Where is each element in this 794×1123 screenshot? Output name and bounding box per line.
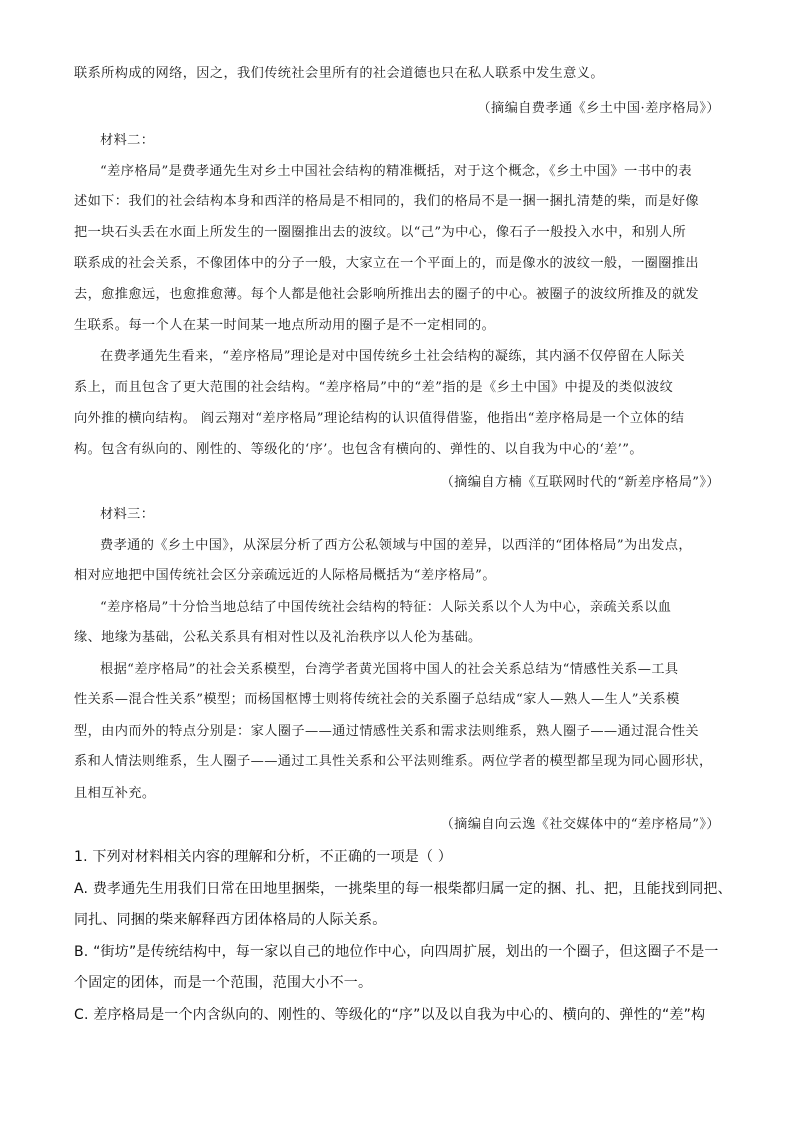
option-b-line: 个固定的团体，而是一个范围，范围大小不一。 [74, 975, 373, 991]
passage-line: 联系成的社会关系，不像团体中的分子一般，大家立在一个平面上的，而是像水的波纹一般，一圈圈推出 [74, 256, 700, 271]
passage-line: 联系所构成的网络，因之，我们传统社会里所有的社会道德也只在私人联系中发生意义。 [74, 66, 604, 81]
passage-line: 系上，而且包含了更大范围的社会结构。“差序格局”中的“差”指的是《乡土中国》中提及的类似波纹 [74, 380, 674, 395]
passage-line: 构。包含有纵向的、刚性的、等级化的‘序’。也包含有横向的、弹性的、以自我为中心的‘差’”。 [74, 442, 644, 457]
passage-line: 根据“差序格局”的社会关系模型，台湾学者黄光国将中国人的社会关系总结为“情感性关系—工具 [100, 662, 679, 677]
option-b-line: B. “街坊”是传统结构中，每一家以自己的地位作中心，向四周扩展，划出的一个圈子，但这圈子不是一 [74, 944, 719, 960]
question-stem: 1. 下列对材料相关内容的理解和分析，不正确的一项是（ ） [74, 849, 453, 865]
passage-line: 费孝通的《乡土中国》，从深层分析了西方公私领域与中国的差异，以西洋的“团体格局”为出发点， [100, 538, 692, 553]
option-a-line: 同扎、同捆的柴来解释西方团体格局的人际关系。 [74, 912, 387, 928]
passage-line: “差序格局”是费孝通先生对乡土中国社会结构的精准概括，对于这个概念，《乡土中国》一书中的表 [100, 164, 692, 179]
section-heading: 材料三： [100, 507, 155, 522]
passage-line: 向外推的横向结构。 阎云翔对“差序格局”理论结构的认识值得借鉴，他指出“差序格局是一个立体的结 [74, 411, 685, 426]
passage-line: 相对应地把中国传统社会区分亲疏远近的人际格局概括为“差序格局”。 [74, 568, 496, 583]
passage-line: 性关系—混合性关系”模型；而杨国枢博士则将传统社会的关系圈子总结成“家人—熟人—生人”关系模 [74, 692, 680, 707]
passage-line: “差序格局”十分恰当地总结了中国传统社会结构的特征：人际关系以个人为中心，亲疏关系以血 [100, 600, 672, 615]
option-c-line: C. 差序格局是一个内含纵向的、刚性的、等级化的“序”以及以自我为中心的、横向的、弹性的“差”构 [74, 1007, 706, 1023]
passage-line: 缘、地缘为基础，公私关系具有相对性以及礼治秩序以人伦为基础。 [74, 630, 482, 645]
source-citation: （摘编自费孝通《乡土中国·差序格局》） [477, 101, 720, 116]
section-heading: 材料二： [100, 133, 155, 148]
passage-line: 述如下：我们的社会结构本身和西洋的格局是不相同的，我们的格局不是一捆一捆扎清楚的柴，而是好像 [74, 194, 700, 209]
passage-line: 去，愈推愈远，也愈推愈薄。每个人都是他社会影响所推出去的圈子的中心。被圈子的波纹所推及的就发 [74, 287, 700, 302]
source-citation: （摘编自方楠《互联网时代的“新差序格局”》） [440, 475, 720, 490]
source-citation: （摘编自向云逸《社交媒体中的“差序格局”》） [440, 817, 720, 832]
passage-line: 系和人情法则维系，生人圈子——通过工具性关系和公平法则维系。两位学者的模型都呈现为同心圆形状， [74, 754, 713, 769]
passage-line: 且相互补充。 [74, 786, 156, 801]
passage-line: 把一块石头丢在水面上所发生的一圈圈推出去的波纹。以“己”为中心，像石子一般投入水中，和别人所 [74, 225, 687, 240]
option-a-line: A. 费孝通先生用我们日常在田地里捆柴，一挑柴里的每一根柴都归属一定的捆、扎、把，且能找到同把、 [74, 881, 732, 897]
passage-line: 生联系。每一个人在某一时间某一地点所动用的圈子是不一定相同的。 [74, 318, 496, 333]
passage-line: 在费孝通先生看来，“差序格局”理论是对中国传统乡土社会结构的凝练，其内涵不仅停留在人际关 [100, 349, 685, 364]
passage-line: 型，由内而外的特点分别是：家人圈子——通过情感性关系和需求法则维系，熟人圈子——通过混合性关 [74, 724, 700, 739]
